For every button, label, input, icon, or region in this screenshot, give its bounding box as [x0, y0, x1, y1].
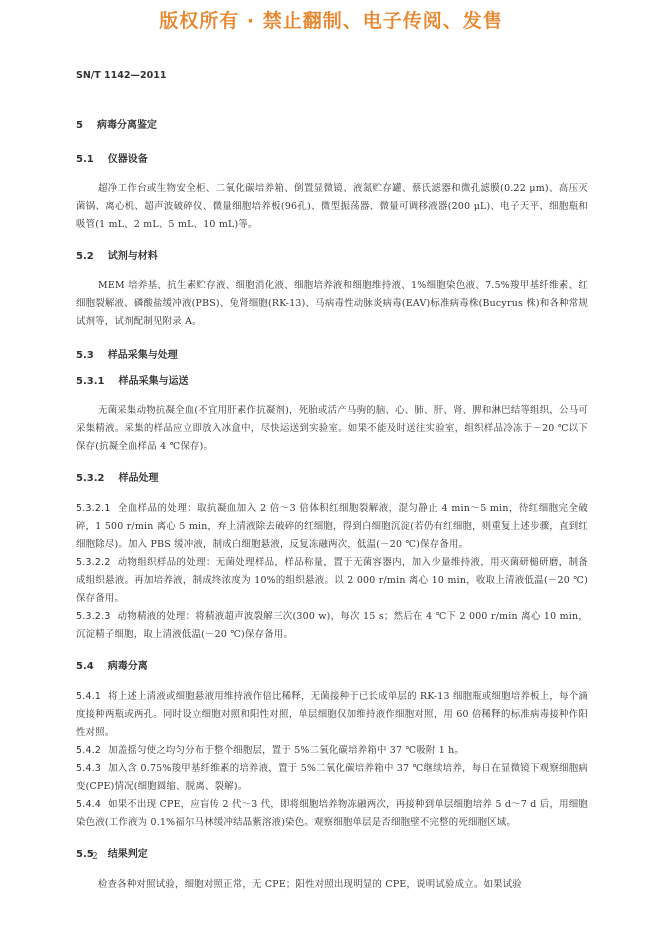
paragraph: 5.4.1 将上述上清液或细胞悬液用维持液作倍比稀释，无菌接种于已长成单层的 RK-13 细胞瓶或细胞培养板上，每个滴度接种两瓶或两孔。同时设立细胞对照和阳性对照，单层细胞仅加维持液作细胞对照，用 60 倍稀释的标准病毒接种作阳性对照。	[76, 691, 588, 738]
paragraph: 5.4.2 加盖摇匀使之均匀分布于整个细胞层，置于 5%二氧化碳培养箱中 37 ℃吸附 1 h。	[76, 745, 465, 756]
paragraph: 检查各种对照试验，细胞对照正常，无 CPE；阳性对照出现明显的 CPE，说明试验成立。如果试验	[98, 879, 522, 890]
heading-5-3: 5.3 样品采集与处理	[76, 350, 178, 361]
heading-5-1: 5.1 仪器设备	[76, 154, 148, 165]
heading-5-3-2: 5.3.2 样品处理	[76, 473, 159, 484]
watermark: 版权所有 · 禁止翻制、电子传阅、发售	[159, 10, 503, 32]
paragraph: 无菌采集动物抗凝全血(不宜用肝素作抗凝剂)，死胎或活产马驹的脑、心、肺、肝、肾、脾和淋巴结等组织，公马可采集精液。采集的样品应立即放入冰盒中，尽快运送到实验室。如果不能及时送往实验室，组织样品冷冻于－20 ℃以下保存(抗凝全血样品 4 ℃保存)。	[76, 405, 588, 452]
heading-5-3-1: 5.3.1 样品采集与运送	[76, 376, 189, 387]
paragraph: 5.4.4 如果不出现 CPE，应盲传 2 代～3 代，即将细胞培养物冻融两次，再接种到单层细胞培养 5 d～7 d 后，用细胞染色液(工作液为 0.1%福尔马林缓冲结晶紫溶液)染色。观察细胞单层是否细胞壁不完整的死细胞区域。	[76, 799, 588, 828]
paragraph: 5.3.2.1 全血样品的处理：取抗凝血加入 2 倍～3 倍体积红细胞裂解液，混匀静止 4 min～5 min，待红细胞完全破碎，1 500 r/min 离心 5 min，弃上清液除去破碎的红细胞，得到白细胞沉淀(若仍有红细胞，则重复上述步骤，直到红细胞除尽)。加入 PBS 缓冲液，制成白细胞悬液，反复冻融两次，低温(－20 ℃)保存备用。	[76, 503, 588, 550]
paragraph: 5.3.2.2 动物组织样品的处理：无菌处理样品，样品称量，置于无菌容器内，加入少量维持液，用灭菌研槌研磨，制备成组织悬液。再加培养液，制成终浓度为 10%的组织悬液。以 2 000 r/min 离心 10 min，收取上清液低温(－20 ℃)保存备用。	[76, 557, 588, 604]
page-number: 2	[92, 852, 98, 862]
paragraph: 超净工作台或生物安全柜、二氧化碳培养箱、倒置显微镜、液氮贮存罐、蔡氏滤器和微孔滤膜(0.22 μm)、高压灭菌锅、离心机、超声波破碎仪、微量细胞培养板(96孔)、微型振荡器、微量可调移液器(200 μL)、电子天平、细胞瓶和吸管(1 mL、2 mL、5 mL、10 mL)等。	[76, 183, 588, 230]
heading-5-2: 5.2 试剂与材料	[76, 251, 158, 262]
document-body	[76, 117, 588, 894]
heading-5: 5 病毒分离鉴定	[76, 120, 157, 131]
standard-number: SN/T 1142—2011	[76, 70, 167, 81]
paragraph: 5.4.3 加入含 0.75%羧甲基纤维素的培养液，置于 5%二氧化碳培养箱中 37 ℃继续培养，每日在显微镜下观察细胞病变(CPE)情况(细胞圆缩、脱离、裂解)。	[76, 763, 588, 792]
heading-5-4: 5.4 病毒分离	[76, 661, 148, 672]
paragraph: MEM 培养基、抗生素贮存液、细胞消化液、细胞培养液和细胞维持液、1%细胞染色液、7.5%羧甲基纤维素、红细胞裂解液、磷酸盐缓冲液(PBS)、兔肾细胞(RK-13)、马病毒性动脉炎病毒(EAV)标准病毒株(Bucyrus 株)和各种常规试剂等，试剂配制见附录 A。	[76, 280, 588, 327]
heading-5-5: 5.5 结果判定	[76, 849, 148, 860]
paragraph: 5.3.2.3 动物精液的处理：将精液超声波裂解三次(300 w)，每次 15 s；然后在 4 ℃下 2 000 r/min 离心 10 min，沉淀精子细胞，取上清液低温(－20 ℃)保存备用。	[76, 611, 588, 640]
